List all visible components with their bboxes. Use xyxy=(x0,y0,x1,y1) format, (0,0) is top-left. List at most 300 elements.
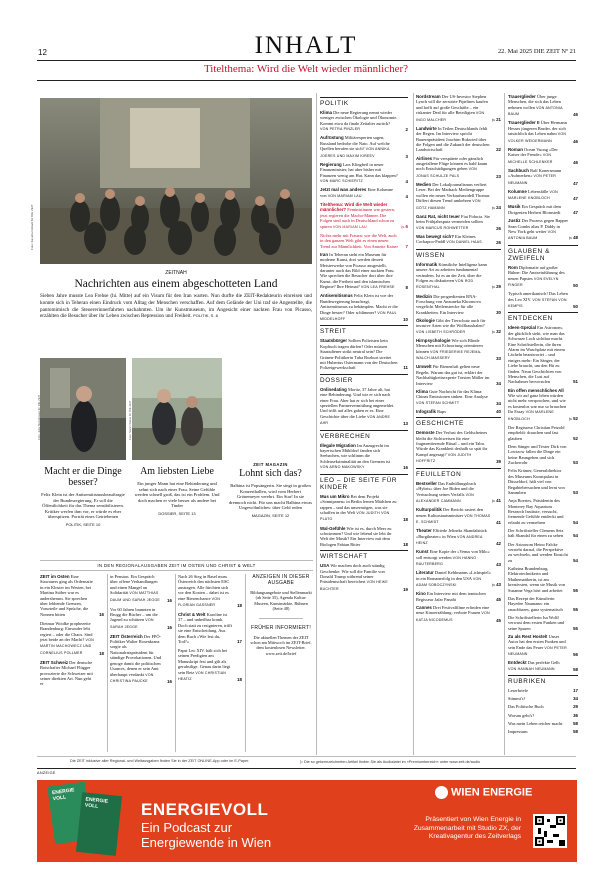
toc-page-number[interactable]: ▷ 41 xyxy=(492,498,501,504)
toc-entry[interactable] xyxy=(508,596,578,612)
toc-entry-author: VON HEIKE BUCHTER xyxy=(320,580,388,591)
wien-energie-logo xyxy=(435,786,532,799)
regional-entry-author: VON FLORIAN GASSNER xyxy=(178,596,221,608)
toc-entry-author: VON VOLKER WEIDERMANN xyxy=(508,132,567,143)
toc-entry[interactable] xyxy=(416,570,501,588)
toc-page-number[interactable]: 45 xyxy=(496,596,501,602)
regional-entry[interactable] xyxy=(178,574,242,608)
ad-headline-1: ENERGIEVOLL xyxy=(141,800,269,819)
regional-entry-text: Eine Stawauers ging als Ordensstie in ein Kloster im Westen, bei Martina Stöber war es andersherum. Sie sprechen über lebhende Grenzen, Vorurteile und Sprüche, die Nonnen bitten xyxy=(40,574,93,617)
toc-entry-title: Titelthema: Wird die Welt wieder männlicher? xyxy=(320,201,388,213)
feature-body-text: Sieben Jahre musste Lea Frehse (hi. Mitte) auf ein Visum für den Iran warten. Nun durfte die ZEIT-Redakteurin einreisen und konnte sich in Teheran einen Eindruck vom Alltag der Menschen verschaffen. Auf dem Gelände der Uni traf sie Angestellte, die pantomimisch die Steuererinnerfahrten nachahmten. Um ihr Kunstmuseum, im Angesicht einer nackten Frau von Picasso, erzählten die Besucher über ihr Leben zwischen Repression und Freiheit. xyxy=(40,293,312,320)
toc-page-number[interactable]: 29 xyxy=(573,704,578,710)
toc-entry-author: VON KATJA NICODEMUS xyxy=(416,611,490,622)
toc-entry-text: Wie sich Blinde Menschen mit Echoortung orientieren können xyxy=(416,338,483,354)
regional-entry[interactable] xyxy=(110,574,172,603)
regional-page-number[interactable]: 16 xyxy=(167,597,172,603)
toc-entry-title: Sachbuch xyxy=(508,167,529,173)
toc-entry[interactable] xyxy=(416,549,501,567)
toc-entry-title: Iran xyxy=(320,251,329,257)
toc-entry[interactable] xyxy=(416,126,501,153)
toc-page-number[interactable]: 3 xyxy=(405,153,408,159)
toc-entry-text: Worum geht's? xyxy=(508,712,535,718)
toc-entry-text: Der Verlust des Geldscheines bleibt die Sichtweisen für eine fragmentierende Ritual – und ein Tabu. Würde das Krankheit deshalb so spät ihr Kampf angesagt? xyxy=(416,430,488,457)
toc-entry[interactable] xyxy=(320,443,408,471)
toc-entry-title: Klima xyxy=(320,110,332,115)
regional-heading: IN DEN REGIONALAUSGABEN ZEIT IM OSTEN UND CHRIST & WELT xyxy=(97,563,256,568)
toc-entry-text: Daniel Kehlmanns »Lichtspiel« in ein Romanerfolg in den USA xyxy=(416,570,491,581)
toc-entry-author: VON LISBETH SCHRÖDER xyxy=(416,329,466,334)
toc-section-heading: RUBRIKEN xyxy=(508,675,578,685)
toc-entry[interactable] xyxy=(508,218,578,242)
regional-entry[interactable] xyxy=(178,648,242,682)
toc-entry-title: Informatik xyxy=(416,261,438,267)
toc-entry-text: Wie wir auf ganz leben würden nicht mehr versprochen, und wie es kostenlos war nur so brauchen Ihr Essay xyxy=(508,393,567,415)
ad-headline-2: Ein Podcast zur xyxy=(141,820,233,835)
toc-entry[interactable] xyxy=(508,444,578,466)
toc-entry[interactable] xyxy=(416,605,501,623)
toc-entry-text: Künstliche Intelligenz kann unsere Art zu arbeiten fundamental verändern. Ist es an der Zeit, über die Folgen zu diskutieren xyxy=(416,261,487,283)
toc-entry-author: VON JUDITH VON PLATO xyxy=(320,510,390,522)
toc-column-1 xyxy=(320,94,408,595)
toc-entry-text: Das perfekte Gelb xyxy=(527,660,560,666)
toc-entry-text: Leserbriefe xyxy=(508,688,528,694)
page-title: INHALT xyxy=(254,32,358,59)
toc-entry[interactable] xyxy=(508,325,578,384)
toc-entry[interactable] xyxy=(416,389,501,406)
toc-entry[interactable] xyxy=(416,409,501,414)
toc-page-number[interactable]: 36 xyxy=(573,712,578,718)
toc-entry-text: Die neue Regierung nennt wieder weniger zwischen Ökologie und Ökonomie. Kommt etwa da finale Zeitalter zurück? xyxy=(320,110,398,126)
toc-entry-text: Elfriede Jelineks Skandalstück »Burgtheater« in Wien xyxy=(416,528,487,539)
toc-page-number[interactable]: 16 xyxy=(403,465,408,471)
toc-entry-text: Das Politische Buch xyxy=(508,704,544,710)
regional-entry[interactable] xyxy=(178,612,242,644)
feature-body xyxy=(40,293,312,320)
teaser-magazin[interactable] xyxy=(228,462,313,518)
toc-page-number[interactable]: 47 xyxy=(573,180,578,186)
toc-entry-author: VON MARLENE KNOBLOCH xyxy=(508,410,554,421)
toc-page-number[interactable]: 47 xyxy=(573,209,578,215)
toc-page-number[interactable]: 30 xyxy=(496,309,501,315)
regional-entry-author: VON SARAH JEGGE xyxy=(110,618,154,629)
toc-entry[interactable] xyxy=(508,468,578,495)
toc-entry[interactable] xyxy=(320,187,408,199)
regional-entry-text: Vor 60 Jahren brannten in Brugg die Bücher – um die Jugend zu schützen xyxy=(110,606,158,623)
teaser-politik-headline[interactable]: Macht er die Dinge besser? xyxy=(44,466,122,488)
toc-entry[interactable] xyxy=(320,338,408,370)
toc-entry-author: VON STEFAN SCHMITT xyxy=(416,400,460,405)
advertisement[interactable] xyxy=(37,780,577,862)
toc-page-number[interactable]: 33 xyxy=(496,356,501,362)
toc-entry[interactable] xyxy=(416,481,501,505)
toc-entry-author: VON ROD ROSENTHAL xyxy=(416,278,474,290)
toc-entry[interactable] xyxy=(416,318,501,335)
toc-page-number[interactable]: 53 xyxy=(573,460,578,466)
ad-headline xyxy=(141,800,271,850)
podcast-tile-front-label: ENERGIE VOLL xyxy=(84,796,109,810)
newsletter-text[interactable]: Die aktuellen Themen der ZEIT schon am Mittwoch im ZEIT-Brief, dem kostenlosen Newsletter. www.zeit.de/brief xyxy=(250,634,312,656)
toc-entry-author: VON ADAM SOBOCZYNSKI xyxy=(416,576,482,587)
toc-entry-author: VON STEFAN VON KEMPIS xyxy=(508,297,567,308)
toc-entry[interactable] xyxy=(320,526,408,548)
toc-entry-text: Typisch amerikanisch! Das Leben des Leo XIV. xyxy=(508,291,568,302)
toc-entry[interactable] xyxy=(508,204,578,215)
regional-page-number[interactable]: 18 xyxy=(237,676,242,682)
toc-page-number[interactable]: 46 xyxy=(573,138,578,144)
toc-page-number[interactable]: 4 xyxy=(405,179,408,185)
teaser-dossier[interactable] xyxy=(132,466,222,516)
toc-entry-author: VON JUDITH HOFFRITZ xyxy=(416,452,472,464)
regional-entry[interactable] xyxy=(40,660,104,687)
teaser-magazin-kicker: ZEIT MAGAZIN xyxy=(253,462,288,467)
toc-entry-title: Trauerglieder II xyxy=(508,120,540,126)
toc-entry[interactable] xyxy=(508,615,578,631)
toc-page-number[interactable]: 55 xyxy=(573,625,578,631)
toc-page-number[interactable]: 8 xyxy=(405,285,408,291)
toc-entry-text: Der US-Investor Stephen Lynch will die zerstörte Pipelines kaufen und hofft auf große Geschäfte – ein riskanter Deal für alle Beteiligten xyxy=(416,94,488,116)
toc-page-number[interactable]: 50 xyxy=(573,282,578,288)
toc-entry-title: Bestseller xyxy=(416,480,437,486)
toc-entry[interactable] xyxy=(320,494,408,523)
teaser-magazin-ref[interactable]: MAGAZIN, SEITE 12 xyxy=(251,512,290,518)
toc-entry[interactable] xyxy=(508,147,578,165)
toc-entry-title: Klima xyxy=(416,388,428,394)
teaser-magazin-headline[interactable]: Lohnt sich das? xyxy=(239,468,302,479)
toc-entry-title: Landwirte xyxy=(416,125,437,131)
toc-entry-text: Der Bericht rasiert den neuen Kulturstaatsminister xyxy=(416,507,484,518)
toc-entry[interactable] xyxy=(416,262,501,291)
teaser-dossier-ref[interactable]: DOSSIER, SEITE 13 xyxy=(158,510,196,516)
toc-page-number[interactable]: 43 xyxy=(496,561,501,567)
toc-entry[interactable] xyxy=(508,704,578,709)
toc-entry[interactable] xyxy=(508,94,578,118)
toc-entry[interactable] xyxy=(320,233,408,249)
feature-kicker: ZEITNAH xyxy=(165,270,187,276)
toc-entry-text: Die progredienten RNA-Forschung von Anzuneka Khromova vergelicht Meilenstrecke für alle Krankheiten. Ein Interview xyxy=(416,293,481,315)
toc-page-number[interactable]: 26 xyxy=(496,240,501,246)
toc-entry[interactable] xyxy=(508,388,578,422)
toc-page-number[interactable]: 7 xyxy=(405,243,408,249)
toc-page-number[interactable]: 58 xyxy=(573,666,578,672)
toc-section-heading: GLAUBEN & ZWEIFELN xyxy=(508,245,578,262)
regional-entry-title: Christ & Welt xyxy=(178,611,206,617)
regional-page-number[interactable]: 16 xyxy=(167,678,172,684)
toc-entry-text: Der Lokaljournalismus verliert Leser. Bei der Madsack Mediengruppe wollen ein neues Verkaufsmodell Thomas Düffert diesen Trend umkehren xyxy=(416,182,490,204)
toc-page-number[interactable]: ▷ 48 xyxy=(569,235,578,241)
toc-page-number[interactable]: 34 xyxy=(496,380,501,386)
toc-entry-title: Kolumne xyxy=(508,188,527,194)
toc-page-number[interactable]: 53 xyxy=(573,489,578,495)
toc-entry[interactable] xyxy=(320,162,408,185)
toc-page-number[interactable]: 42 xyxy=(496,540,501,546)
regional-entry-title: ZEIT Schweiz xyxy=(40,659,69,665)
toc-column-3 xyxy=(508,94,578,737)
regional-page-number[interactable]: 18 xyxy=(99,650,104,656)
regional-col-2 xyxy=(110,574,172,688)
toc-entry[interactable] xyxy=(508,189,578,202)
regional-entry-title: ZEIT Österreich xyxy=(110,633,143,639)
toc-page-number[interactable]: 26 xyxy=(496,225,501,231)
newsletter-heading: FRÜHER INFORMIERT! xyxy=(250,624,312,631)
toc-entry-title: Musik xyxy=(508,204,521,210)
toc-section-heading: LEO – DIE SEITE FÜR KINDER xyxy=(320,474,408,491)
toc-entry[interactable] xyxy=(508,291,578,309)
teaser-image-magazin xyxy=(228,358,313,460)
toc-page-number[interactable]: 34 xyxy=(573,696,578,702)
toc-page-number[interactable]: 40 xyxy=(496,408,501,414)
toc-entry-text: Für verspätete oder gänzlich ausgefallene Flüge können es bald kaum noch Entschädigungen geben xyxy=(416,155,488,172)
toc-entry-text: Felix Krämer, Generaldirektor des Museums Kunstpalast in Düsseldorf, hält viel von Begabtebersuchen und lernt von Sammlern xyxy=(508,468,565,495)
toc-page-number[interactable]: ▷ 6 xyxy=(402,224,408,230)
toc-section-heading: FEUILLETON xyxy=(416,468,501,478)
regional-page-number[interactable]: 18 xyxy=(237,603,242,609)
toc-page-number[interactable]: 58 xyxy=(573,729,578,735)
toc-page-number[interactable]: ▷ 32 xyxy=(492,329,501,335)
toc-entry-author: VON PETER NEUMANN xyxy=(508,174,557,185)
toc-page-number[interactable]: 55 xyxy=(573,587,578,593)
toc-entry-text: In Teilen Deutschlands fehlt der Regen. Im Interview spricht Bauernpräsident Joachim Rukwied über die Folgen und die Zukunft der deutschen Landwirtschaft xyxy=(416,125,490,153)
teaser-dossier-headline[interactable]: Am liebsten Liebe xyxy=(140,466,214,477)
toc-page-number[interactable]: ▷ 29 xyxy=(492,284,501,290)
toc-entry-author: VON MICHELLE SCHLENKER xyxy=(508,153,553,164)
toc-entry-title: Mus um Mikro xyxy=(320,493,350,499)
toc-entry[interactable] xyxy=(416,591,501,602)
toc-entry-text: Wir machen doch auch ständig Geschenke: Wie soll die Familie von Donald Trump während seiner Präsidentschaft bereichert xyxy=(320,563,385,585)
toc-entry-text: Gibt der Tierschutz auch für invasive Arten wie die Wolfhaushalen? xyxy=(416,317,486,329)
toc-page-number[interactable]: ▷ 52 xyxy=(569,416,578,422)
regional-col-1 xyxy=(40,574,104,690)
toc-page-number[interactable]: 47 xyxy=(573,196,578,202)
toc-entry[interactable] xyxy=(416,507,501,525)
podcast-tile-front xyxy=(76,792,122,856)
toc-page-number[interactable]: 13 xyxy=(403,421,408,427)
toc-section-heading: VERBRECHEN xyxy=(320,430,408,440)
toc-entry[interactable] xyxy=(320,563,408,592)
toc-entry-author: VON INGO MALCHER xyxy=(416,111,485,122)
toc-entry-text: Feministinnen war gestern, jetzt regieren die Macho-Männer. Die Folgen sind auch in Deutschland schon zu spüren xyxy=(320,207,395,229)
toc-entry-title: Trauerglieder xyxy=(508,94,536,99)
regional-page-number[interactable]: 17 xyxy=(237,638,242,644)
regional-entry-title: ZEIT im Osten xyxy=(40,574,70,579)
regional-col-3 xyxy=(178,574,242,686)
toc-entry[interactable] xyxy=(416,338,501,362)
regional-entry[interactable] xyxy=(110,607,172,631)
toc-page-number[interactable]: 11 xyxy=(403,365,408,371)
wien-energie-logo-icon xyxy=(435,786,448,799)
toc-entry-text: Eine Kopie der »Venus von Milo« soll entsorgt werden xyxy=(416,549,490,560)
cover-theme[interactable]: Titelthema: Wird die Welt wieder männlicher? xyxy=(203,63,409,75)
toc-page-number[interactable]: 51 xyxy=(573,379,578,385)
teaser-politik-ref[interactable]: POLITIK, SEITE 10 xyxy=(65,521,101,527)
toc-entry[interactable] xyxy=(508,688,578,693)
toc-entry-text: Im Anzugrecht im bayerischen Mühldorf fanden sich Seebachen, wie schlimm die Schleusekriminalität an den Grenzen ist xyxy=(320,442,390,464)
toc-entry-text: Bei dem Projekt »Sonnipanen« in Berlin lernen Mädchen zu rappen – und das unsermögen, was sie schaffen in der Welt xyxy=(320,493,397,515)
toc-entry[interactable] xyxy=(320,110,408,133)
regional-entry-text: in Pension. Ein Gespräch über offene Verhandlungen und einen Mangel an Solidarität xyxy=(110,574,158,596)
toc-entry[interactable] xyxy=(508,542,578,564)
toc-entry-author: VON HANNAH NEUMANN xyxy=(508,666,555,671)
toc-entry[interactable] xyxy=(508,566,578,593)
toc-page-number[interactable]: 10 xyxy=(403,316,408,322)
toc-entry-text: Über Hermann Hesses jüngeren Bruder, der sich tatsächlich das Leben nahm xyxy=(508,120,567,137)
toc-page-number[interactable]: 18 xyxy=(403,517,408,523)
toc-entry[interactable] xyxy=(508,528,578,539)
toc-entry[interactable] xyxy=(508,721,578,726)
toc-entry[interactable] xyxy=(416,364,501,386)
toc-section-heading: WISSEN xyxy=(416,249,501,259)
toc-page-number[interactable]: 46 xyxy=(573,112,578,118)
toc-entry-author: VON ANDREA HEINZ xyxy=(416,534,483,545)
regional-page-number[interactable]: 16 xyxy=(99,611,104,617)
toc-entry-title: Infografik xyxy=(416,408,437,414)
toc-entry-text: Kathrina Brandenburg, Elektrotechnikerin und Mathematikerin, ist am kreativsten, wenn sie Musik von Susanne Vega hört und arbeitet xyxy=(508,565,565,593)
app-notice: Die ZEIT inklusive aller Regional- und Weltausgaben finden Sie in der ZEIT ONLINE-App oder im E-Paper. xyxy=(70,759,250,763)
regional-page-number[interactable]: 16 xyxy=(167,624,172,630)
toc-entry[interactable] xyxy=(508,634,578,658)
feature-photo-credit: Foto: Kavehan Ebadi für DIE ZEIT xyxy=(30,204,34,250)
regional-entry[interactable] xyxy=(110,634,172,685)
toc-page-number[interactable]: ▷ 21 xyxy=(492,117,501,123)
toc-entry-text: Lebensfälle xyxy=(527,188,549,194)
toc-entry-title: Literatur xyxy=(416,570,434,576)
toc-page-number[interactable]: 45 xyxy=(496,617,501,623)
ads-info-box xyxy=(249,574,313,656)
toc-entry[interactable] xyxy=(416,156,501,180)
toc-entry-text: Felix Klein ist voe der Bundesregierung beauftragt, Antisemitismus zu bekämpfen. Macht er die Dinge besser? Oder schlimmer? xyxy=(320,293,398,315)
toc-page-number[interactable]: 23 xyxy=(496,173,501,179)
toc-entry-text: Dem Sänger und Texter Dirk von Lowtzow fallen die Dinge ein keine Raungeben und sich Zuckerrohr xyxy=(508,443,567,466)
toc-page-number[interactable]: 52 xyxy=(573,435,578,441)
toc-entry[interactable] xyxy=(416,430,501,464)
toc-entry-title: Entdeckt xyxy=(508,660,527,666)
toc-entry-author: VON DANIEL HAAS xyxy=(446,240,482,245)
toc-entry[interactable] xyxy=(508,498,578,525)
toc-page-number[interactable]: 19 xyxy=(403,586,408,592)
toc-entry-text: Lars Klingbeil in neuer Finanzminister, hat aber bisher mit Finanzen wenig am Hut. Kann das klappen? xyxy=(320,161,398,178)
toc-entry[interactable] xyxy=(416,234,501,246)
toc-entry-author: VON PAUL MIDDELHOFF xyxy=(320,310,397,321)
toc-page-number[interactable]: ▷ 43 xyxy=(492,582,501,588)
toc-entry-text: Das Enthüllungsbuch »Hybris« über Joe Biden und die Vertuschung seines Verfalls xyxy=(416,480,476,497)
toc-page-number[interactable]: 54 xyxy=(573,557,578,563)
toc-page-number[interactable]: ▷ 24 xyxy=(492,205,501,211)
audio-notice-text[interactable]: Die so gekennzeichneten Artikel finden Sie als Audiodatei im »Premiumbereich« unter www.zeit.de/audio xyxy=(303,760,481,764)
toc-page-number[interactable]: 39 xyxy=(496,459,501,465)
regional-entry-text: Nach 26 Sieg in Basel muss Österreich den nächsten ESC austragen. Alle fürchten sich vor den Kosten – dabei ist es eine Riesenchance xyxy=(178,574,230,601)
toc-entry-text: Das Rezept der Künstlerin Hayedee Naumann: ein rauschbares, ganz systematisch xyxy=(508,595,563,612)
toc-entry-text: In Teheran steht ein Museum für moderne Kunst, dort werden derzeit Meisterwerke von Picasso ausgestellt, darunter auch das Bild einer nackten Frau. Wie sprechen die Besucher dort über ihre Kunst, die Freiheit und den islamischen Regime? Ihre Heimat? xyxy=(320,251,395,290)
teaser-politik[interactable] xyxy=(40,466,126,527)
feature-ref[interactable]: POLITIK, S. 8 xyxy=(193,313,218,319)
feature-headline[interactable]: Nachrichten aus einem abgeschotteten Land xyxy=(74,278,278,290)
toc-entry-author: VON FRIEDERIKE REJEMA-WALCH-MASSERY xyxy=(416,349,482,361)
toc-section-heading: POLITIK xyxy=(320,97,408,107)
toc-page-number[interactable]: 18 xyxy=(403,541,408,547)
toc-page-number[interactable]: 22 xyxy=(496,147,501,153)
toc-entry-title: Rom xyxy=(508,264,518,270)
toc-entry-text: Über junge Menschen, die sich das Leben nehmen wollen xyxy=(508,94,561,110)
toc-entry-author: VON ANTONIA BAUM xyxy=(508,105,563,117)
toc-entry[interactable] xyxy=(320,135,408,159)
toc-page-number[interactable]: 50 xyxy=(573,303,578,309)
toc-page-number[interactable]: 34 xyxy=(496,400,501,406)
regional-entry[interactable] xyxy=(40,574,104,617)
toc-entry-text: Ralf Konersmann »Aufmerken« xyxy=(508,167,562,179)
toc-entry[interactable] xyxy=(320,387,408,427)
toc-page-number[interactable]: 17 xyxy=(573,688,578,694)
toc-entry[interactable] xyxy=(416,528,501,546)
toc-entry-title: Cannes xyxy=(416,604,432,610)
toc-page-number[interactable]: 4 xyxy=(405,193,408,199)
feature-photo xyxy=(40,98,312,264)
toc-page-number[interactable]: 54 xyxy=(573,519,578,525)
regional-entry-text: Der FPÖ-Politiker Walter Rosenkranz sorgte als Nationalratspräsident für ständige Provokationen. Und genoge damit die politischen Usances, denen er sein Amt überhaupt verdankt xyxy=(110,633,162,677)
toc-entry-text: Fiat Fiducia. Sie beim Frühjahrsputz vermeiden sollten xyxy=(416,213,490,225)
toc-entry[interactable] xyxy=(508,660,578,672)
teaser-politik-body: Felix Klein ist der Antisemitismusbeauftragte der Bundesregierung. Er soll die Öffentlichkeit für das Thema sensibilisieren. Kritiker werfen ihm vor, er würde es eher überspitzen. Porträt eines Getriebenen xyxy=(41,492,125,520)
ad-label: ANZEIGE xyxy=(37,771,56,775)
toc-entry-text: Stimmt's? xyxy=(508,696,526,702)
toc-entry-title: Medien xyxy=(416,182,432,188)
toc-entry-text: Der Schriftsteller Clemens Setz hält Skandal für einen zu sehen xyxy=(508,527,564,539)
toc-entry-text: Was mein Leben reicher macht xyxy=(508,720,563,726)
toc-entry[interactable] xyxy=(320,202,408,230)
toc-entry-author: VON ANNIKA JOERES UND MAXIM KIREEV xyxy=(320,147,390,158)
toc-entry[interactable] xyxy=(416,214,501,231)
toc-entry-author: VON MARCUS ROHWETTER xyxy=(416,225,469,230)
toc-entry-text: Ein Kleines Cockapoo-Paddl xyxy=(416,233,476,245)
toc-entry-title: Onlinedating xyxy=(320,386,347,392)
toc-entry[interactable] xyxy=(508,168,578,186)
toc-entry-text: Gute Nachricht für das Klima: Chinas Emissionen sinken. Eine Analyse xyxy=(416,388,488,400)
toc-entry-text: Eine Kolumne von xyxy=(320,187,393,198)
toc-entry-author: VON ARNO MAKOWSKY xyxy=(320,465,365,470)
toc-entry-text: Unser Autor hat den ersten Funken und sein Ende das Feuer xyxy=(508,633,566,650)
toc-page-number[interactable]: 41 xyxy=(496,519,501,525)
toc-page-number[interactable]: 2 xyxy=(405,127,408,133)
toc-entry[interactable] xyxy=(508,713,578,718)
toc-page-number[interactable]: 56 xyxy=(573,652,578,658)
toc-section-heading: WIRTSCHAFT xyxy=(320,550,408,560)
toc-page-number[interactable]: 55 xyxy=(573,606,578,612)
toc-entry-title: Justiz xyxy=(508,218,521,224)
toc-entry[interactable] xyxy=(416,182,501,211)
toc-entry[interactable] xyxy=(508,265,578,289)
toc-entry[interactable] xyxy=(508,696,578,701)
regional-entry[interactable] xyxy=(40,621,104,656)
toc-entry-title: USA xyxy=(320,563,330,569)
toc-page-number[interactable]: 58 xyxy=(573,720,578,726)
toc-entry[interactable] xyxy=(508,120,578,144)
regional-entry-text: Dietmar Woidke prophezeite Brandenburg: Einwnder lebt regiert – oder die Chaos. Sind jetzt beide an der Macht? xyxy=(40,620,93,642)
ad-headline-3: Energiewende in Wien xyxy=(141,835,272,850)
toc-entry[interactable] xyxy=(320,293,408,322)
toc-entry[interactable] xyxy=(416,94,501,123)
toc-entry-title: Kunst xyxy=(416,549,429,555)
qr-code[interactable] xyxy=(533,814,567,848)
toc-entry-title: Umwelt xyxy=(416,364,432,370)
toc-entry[interactable] xyxy=(416,294,501,316)
toc-page-number[interactable]: 54 xyxy=(573,533,578,539)
toc-entry-title: Aufrüstung xyxy=(320,135,344,141)
toc-entry[interactable] xyxy=(320,252,408,291)
toc-entry[interactable] xyxy=(508,729,578,734)
toc-entry-author: VON PETRA PINZLER xyxy=(320,127,361,132)
toc-entry-text: Militärexperten sagen, Russland bedrohe die Nato. Auf welche Quellen berufen sie sich? xyxy=(320,135,390,152)
toc-entry[interactable] xyxy=(508,425,578,441)
toc-page-number[interactable]: 46 xyxy=(573,159,578,165)
